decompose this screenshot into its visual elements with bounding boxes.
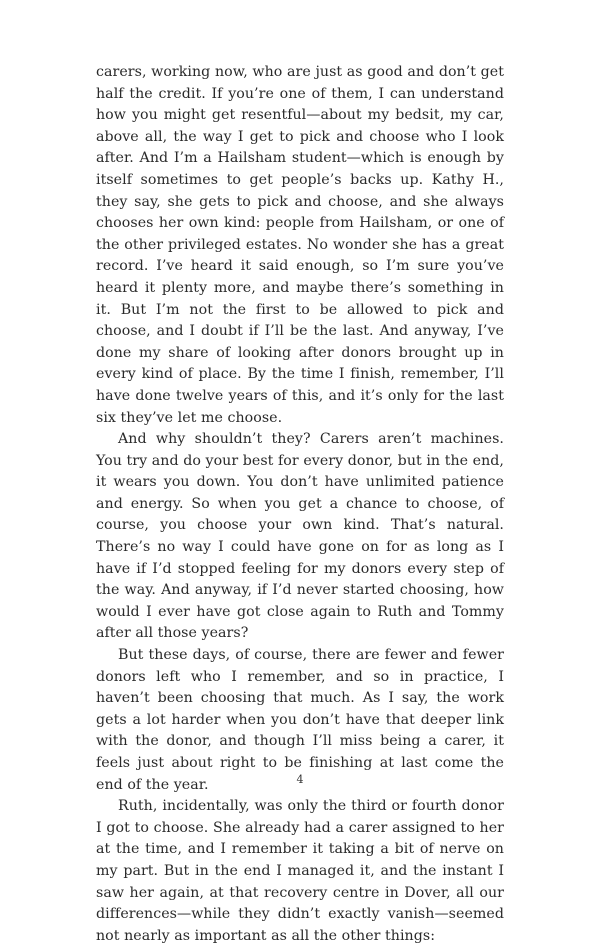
paragraph-4: Ruth, incidentally, was only the third or fourth donor I got to choose. She already had a carer assigned to her at the time, and I remember it taking a bit of nerve on my part. But in the end I managed it, and the instant I saw her again, at that recovery centre in Dover, all our differences—while they didn’t exactly vanish—seemed not nearly as important as all the other things: [96,798,504,944]
paragraph-2: And why shouldn’t they? Carers aren’t machines. You try and do your best for every donor, but in the end, it wears you down. You don’t have unlimited patience and energy. So when you get a chance to choose, of course, you choose your own kind. That’s natural. There’s no way I could have gone on for as long as I have if I’d stopped feeling for my donors every step of the way. And anyway, if I’d never started choosing, how would I ever have got close again to Ruth and Tommy after all those years? [96,431,504,642]
body-text [96,62,504,947]
paragraph-1: carers, working now, who are just as good and don’t get half the credit. If you’re one of them, I can understand how you might get resentful—about my bedsit, my car, above all, the way I get to pick and choose who I look after. And I’m a Hailsham student—which is enough by itself sometimes to get people’s backs up. Kathy H., they say, she gets to pick and choose, and she always chooses her own kind: people from Hailsham, or one of the other privileged estates. No wonder she has a great record. I’ve heard it said enough, so I’m sure you’ve heard it plenty more, and maybe there’s something in it. But I’m not the first to be allowed to pick and choose, and I doubt if I’ll be the last. And anyway, I’ve done my share of looking after donors brought up in every kind of place. By the time I finish, remember, I’ll have done twelve years of this, and it’s only for the last six they’ve let me choose. [96,64,504,426]
page-number: 4 [296,773,304,786]
paragraph-3: But these days, of course, there are fewer and fewer donors left who I remember, and so in practice, I haven’t been choosing that much. As I say, the work gets a lot harder when you don’t have that deeper link with the donor, and though I’ll miss being a carer, it feels just about right to be finishing at last come the end of the year. [96,647,504,793]
